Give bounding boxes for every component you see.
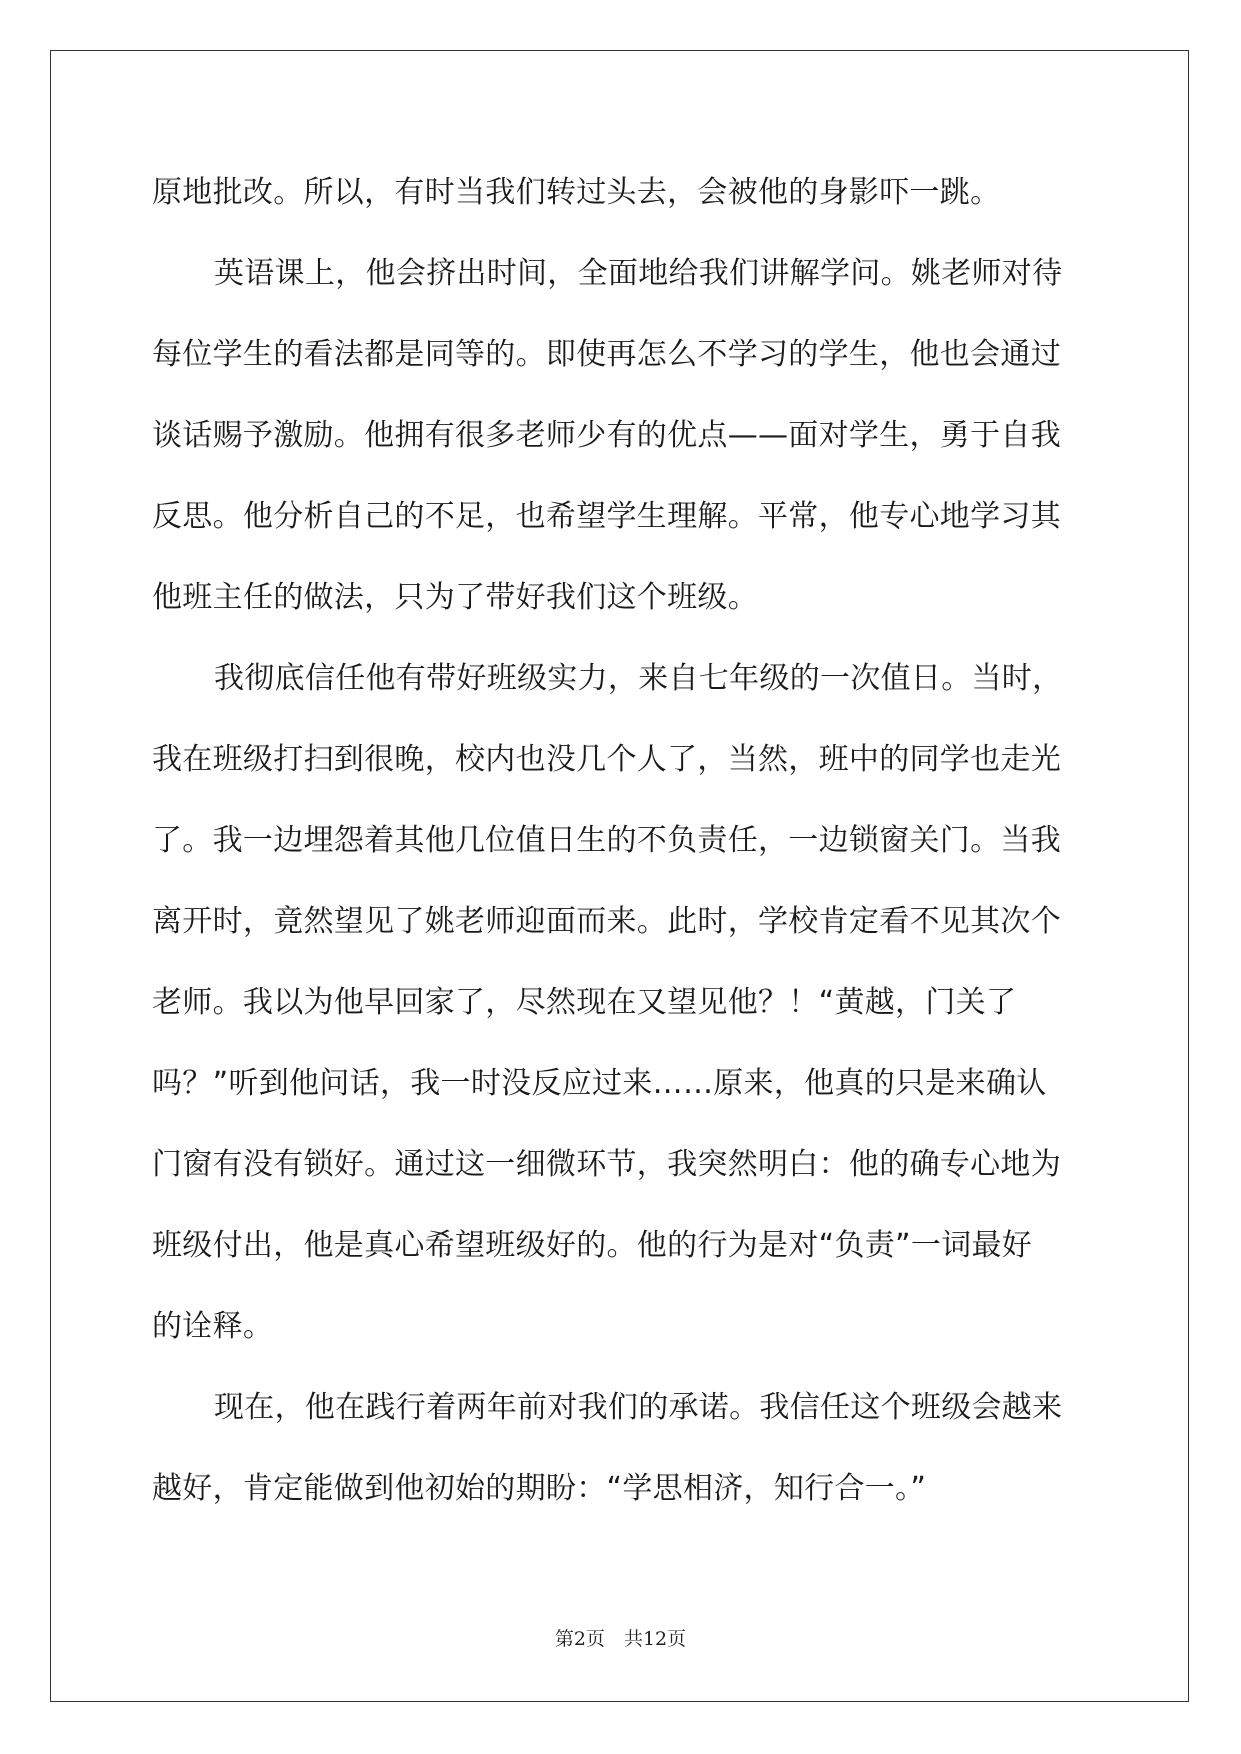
document-body (152, 152, 1092, 1529)
text-line: 我彻底信任他有带好班级实力，来自七年级的一次值日。当时， (214, 661, 1063, 696)
text-line: 门窗有没有锁好。通过这一细微环节，我突然明白：他的确专心地为 (152, 1147, 1061, 1182)
text-line: 每位学生的看法都是同等的。即使再怎么不学习的学生，他也会通过 (152, 337, 1061, 372)
text-line: 现在，他在践行着两年前对我们的承诺。我信任这个班级会越来 (214, 1390, 1063, 1425)
text-line: 老师。我以为他早回家了，尽然现在又望见他？！“黄越，门关了 (152, 985, 1017, 1020)
text-line: 原地批改。所以，有时当我们转过头去，会被他的身影吓一跳。 (152, 175, 1001, 210)
text-line: 了。我一边埋怨着其他几位值日生的不负责任，一边锁窗关门。当我 (152, 823, 1061, 858)
page-number-footer: 第2页 共12页 (554, 1628, 687, 1650)
text-line: 班级付出，他是真心希望班级好的。他的行为是对“负责”一词最好 (152, 1228, 1033, 1263)
text-line: 吗？”听到他问话，我一时没反应过来……原来，他真的只是来确认 (152, 1066, 1047, 1101)
text-line: 越好，肯定能做到他初始的期盼：“学思相济，知行合一。” (152, 1471, 927, 1506)
text-line: 谈话赐予激励。他拥有很多老师少有的优点——面对学生，勇于自我 (152, 418, 1061, 453)
text-line: 英语课上，他会挤出时间，全面地给我们讲解学问。姚老师对待 (214, 256, 1063, 291)
text-line: 我在班级打扫到很晚，校内也没几个人了，当然，班中的同学也走光 (152, 742, 1061, 777)
text-line: 反思。他分析自己的不足，也希望学生理解。平常，他专心地学习其 (152, 499, 1061, 534)
text-line: 离开时，竟然望见了姚老师迎面而来。此时，学校肯定看不见其次个 (152, 904, 1061, 939)
text-line: 他班主任的做法，只为了带好我们这个班级。 (152, 580, 758, 615)
text-line: 的诠释。 (152, 1309, 274, 1344)
